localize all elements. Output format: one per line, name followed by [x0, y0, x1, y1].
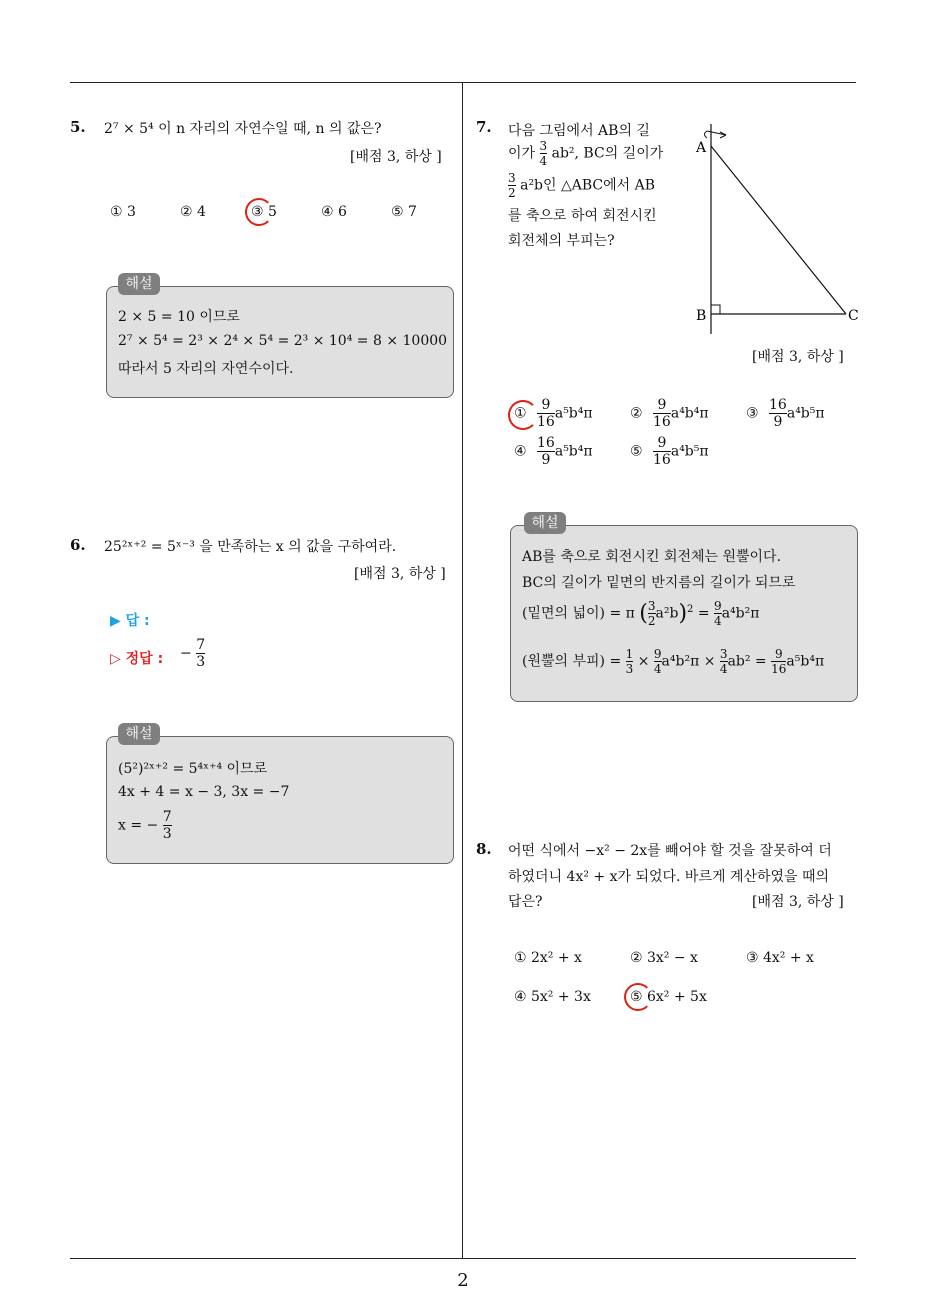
q8-number: 8.	[476, 840, 492, 858]
q6-solution-line-1: (5²)²ˣ⁺² = 5⁴ˣ⁺⁴ 이므로	[118, 761, 268, 777]
q6-correct-label: ▷ 정답 :	[110, 651, 164, 667]
q6-answer-label: ▶ 답 :	[110, 613, 150, 629]
q5-solution-line-1: 2 × 5 = 10 이므로	[118, 309, 240, 325]
q8-choice-4[interactable]: ④ 5x² + 3x	[514, 989, 591, 1005]
q6-solution-tag: 해설	[118, 723, 160, 745]
q6-correct-den: 3	[196, 653, 206, 670]
q6-number: 6.	[70, 536, 86, 554]
q5-choice-5[interactable]: ⑤ 7	[391, 204, 417, 220]
q7-line-5: 회전체의 부피는?	[508, 233, 615, 249]
q8-choice-1[interactable]: ① 2x² + x	[514, 950, 582, 966]
q6-solution-num: 7	[162, 809, 172, 825]
column-divider	[462, 82, 463, 1258]
q6-solution-line-2: 4x + 4 = x − 3, 3x = −7	[118, 784, 290, 800]
q7-number: 7.	[476, 118, 492, 136]
q8-line-3: 답은?	[508, 894, 543, 910]
q6-solution-box	[106, 736, 454, 864]
q7-label-b: B	[696, 308, 707, 324]
q7-line-3a: a²b인 △ABC에서 AB	[520, 177, 656, 194]
q5-choice-1[interactable]: ① 3	[110, 204, 136, 220]
q7-choice-2[interactable]: ② $\frac{9}{16}$ a⁴b⁴π	[630, 397, 709, 430]
q7-solution-line-2: BC의 길이가 밑면의 반지름의 길이가 되므로	[522, 575, 796, 591]
q6-correct-num: 7	[196, 637, 206, 653]
q7-line-1: 다음 그림에서 AB의 길	[508, 123, 650, 139]
q7-triangle-figure	[690, 124, 860, 344]
q6-solution-x: x = −	[118, 817, 159, 834]
q8-choice-3[interactable]: ③ 4x² + x	[746, 950, 814, 966]
q5-choice-4[interactable]: ④ 6	[321, 204, 347, 220]
q7-solution-line-4: (원뿔의 부피) = $\frac{1}{3}$ × $\frac{9}{4}$ a⁴b²π × $\frac{3}{4}$ ab² = $\frac{9}{16}$ a⁵b⁴π	[522, 647, 825, 676]
q7-line-2a: 이가	[508, 145, 536, 162]
top-rule	[70, 82, 856, 83]
q5-solution-line-3: 따라서 5 자리의 자연수이다.	[118, 361, 294, 377]
q7-choice-1[interactable]: ① $\frac{9}{16}$ a⁵b⁴π	[514, 397, 593, 430]
q7-label-c: C	[848, 308, 859, 324]
q5-solution-tag: 해설	[118, 273, 160, 295]
q8-line-2: 하였더니 4x² + x가 되었다. 바르게 계산하였을 때의	[508, 869, 830, 885]
q6-correct-sign: −	[180, 645, 192, 662]
q7-choice-4[interactable]: ④ $\frac{16}{9}$ a⁵b⁴π	[514, 435, 593, 468]
q8-choice-5[interactable]: ⑤ 6x² + 5x	[630, 989, 707, 1005]
q7-line-2: 이가 $\frac{3}{4}$ ab², BC의 길이가	[508, 139, 664, 168]
q7-label-a: A	[696, 140, 707, 156]
q8-line-1: 어떤 식에서 −x² − 2x를 빼어야 할 것을 잘못하여 더	[508, 843, 832, 859]
q7-right-angle-mark	[711, 305, 720, 314]
q5-solution-line-2: 2⁷ × 5⁴ = 2³ × 2⁴ × 5⁴ = 2³ × 10⁴ = 8 × 10000	[118, 333, 448, 349]
q7-line-2b: ab², BC의 길이가	[551, 145, 664, 162]
q5-choice-3[interactable]: ③ 5	[251, 204, 277, 220]
q6-solution-den: 3	[162, 825, 172, 842]
q7-solution-line-3: (밑면의 넓이) = π ( $\frac{3}{2}$ a²b)$^2$ = $\frac{9}{4}$ a⁴b²π	[522, 599, 760, 628]
q7-line-4: 를 축으로 하여 회전시킨	[508, 208, 657, 224]
q7-hypotenuse	[711, 146, 846, 314]
q6-text: 25²ˣ⁺² = 5ˣ⁻³ 을 만족하는 x 의 값을 구하여라.	[104, 539, 397, 555]
q6-solution-line-3	[118, 810, 172, 841]
q7-solution-line-1: AB를 축으로 회전시킨 회전체는 원뿔이다.	[522, 549, 782, 565]
q6-correct-value	[180, 638, 205, 669]
q5-choice-2[interactable]: ② 4	[180, 204, 206, 220]
q6-points: [배점 3, 하상 ]	[354, 566, 446, 582]
q7-points: [배점 3, 하상 ]	[752, 349, 844, 365]
q7-choice-5[interactable]: ⑤ $\frac{9}{16}$ a⁴b⁵π	[630, 435, 709, 468]
bottom-rule	[70, 1258, 856, 1259]
q8-choice-2[interactable]: ② 3x² − x	[630, 950, 698, 966]
page-number: 2	[457, 1270, 469, 1291]
q7-line-3: $\frac{3}{2}$ a²b인 △ABC에서 AB	[508, 171, 656, 200]
q7-solution-tag: 해설	[524, 512, 566, 534]
q8-points: [배점 3, 하상 ]	[752, 894, 844, 910]
q5-points: [배점 3, 하상 ]	[350, 149, 442, 165]
q7-choice-3[interactable]: ③ $\frac{16}{9}$ a⁴b⁵π	[746, 397, 825, 430]
q5-number: 5.	[70, 118, 86, 136]
q5-text: 2⁷ × 5⁴ 이 n 자리의 자연수일 때, n 의 값은?	[104, 121, 382, 137]
